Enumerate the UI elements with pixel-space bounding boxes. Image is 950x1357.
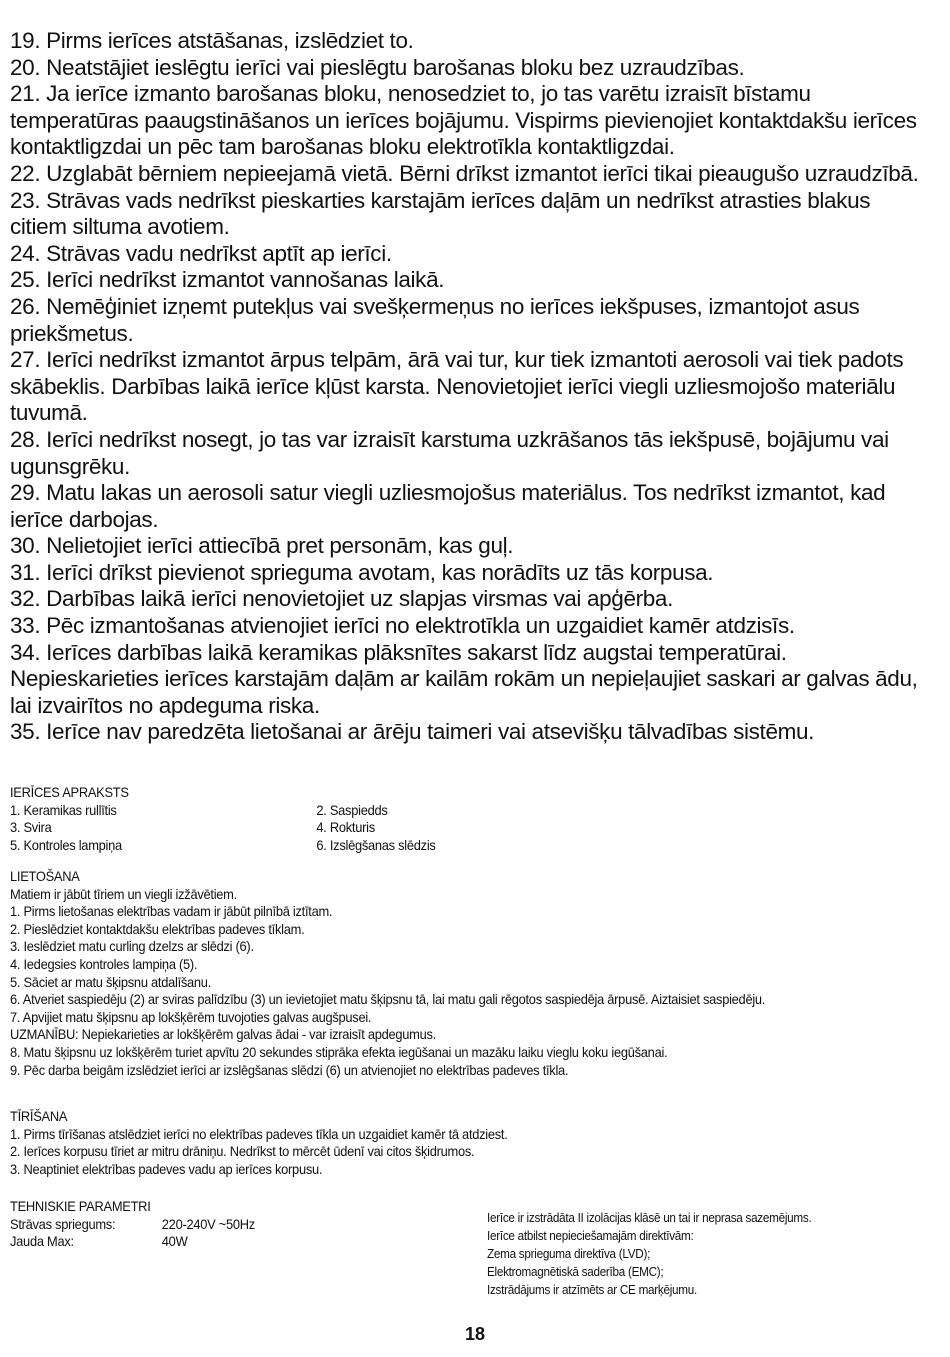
cleaning-step: 3. Neaptiniet elektrības padeves vadu ap ierīces korpusu. bbox=[10, 1160, 323, 1177]
safety-item: 34. Ierīces darbības laikā keramikas plāksnītes sakarst līdz augstai temperatūrai. Nepieskarieties ierīces karstajām daļām ar kailām rokām un nepieļaujiet saskari ar galvas ādu, lai izvairītos no apdeguma riska. bbox=[10, 639, 918, 718]
section-heading: LIETOŠANA bbox=[10, 868, 80, 884]
safety-item: 23. Strāvas vads nedrīkst pieskarties karstajām ierīces daļām un nedrīkst atrasties blakus citiem siltuma avotiem. bbox=[10, 187, 871, 240]
spec-value: 220-240V ~50Hz bbox=[161, 1215, 255, 1232]
usage-step: 8. Matu šķipsnu uz lokšķērēm turiet apvītu 20 sekundes stiprāka efekta iegūšanai un mazāku laiku vieglu koku iegūšanai. bbox=[10, 1043, 668, 1060]
safety-item: 24. Strāvas vadu nedrīkst aptīt ap ierīci. bbox=[10, 240, 392, 266]
spec-label: Jauda Max: bbox=[10, 1233, 74, 1250]
cleaning-step: 2. Ierīces korpusu tīriet ar mitru drāniņu. Nedrīkst to mērcēt ūdenī vai citos šķidrumos. bbox=[10, 1143, 475, 1160]
note-line: Ierīce atbilst nepieciešamajām direktīvām: bbox=[487, 1228, 694, 1243]
usage-step: 9. Pēc darba beigām izslēdziet ierīci ar izslēgšanas slēdzi (6) un atvienojiet no elektrības padeves tīkla. bbox=[10, 1061, 569, 1078]
note-line: Zema sprieguma direktīva (LVD); bbox=[487, 1246, 651, 1261]
spec-row bbox=[10, 1233, 291, 1251]
cleaning-section bbox=[10, 1108, 508, 1178]
safety-item: 26. Nemēģiniet izņemt putekļus vai svešķermeņus no ierīces iekšpuses, izmantojot asus priekšmetus. bbox=[10, 293, 860, 346]
section-heading: TEHNISKIE PARAMETRI bbox=[10, 1198, 151, 1214]
section-heading: IERĪCES APRAKSTS bbox=[10, 784, 129, 800]
usage-step: 1. Pirms lietošanas elektrības vadam ir jābūt pilnībā iztītam. bbox=[10, 903, 333, 920]
compliance-notes bbox=[487, 1209, 811, 1299]
safety-item: 31. Ierīci drīkst pievienot sprieguma avotam, kas norādīts uz tās korpusa. bbox=[10, 559, 714, 585]
safety-item: 20. Neatstājiet ieslēgtu ierīci vai pieslēgtu barošanas bloku bez uzraudzības. bbox=[10, 54, 745, 80]
parts-list bbox=[10, 802, 592, 855]
safety-item: 35. Ierīce nav paredzēta lietošanai ar ārēju taimeri vai atsevišķu tālvadības sistēmu. bbox=[10, 719, 815, 745]
section-heading: TĪRĪŠANA bbox=[10, 1108, 68, 1124]
technical-parameters bbox=[10, 1198, 291, 1251]
safety-item: 28. Ierīci nedrīkst nosegt, jo tas var izraisīt karstuma uzkrāšanos tās iekšpusē, bojājumu vai ugunsgrēku. bbox=[10, 426, 889, 479]
usage-step: 6. Atveriet saspiedēju (2) ar sviras palīdzību (3) un ievietojiet matu šķipsnu tā, lai matu gali rēgotos saspiedēja ārpusē. Aiztaisiet saspiedēju. bbox=[10, 991, 766, 1008]
usage-step: 2. Pieslēdziet kontaktdakšu elektrības padeves tīklam. bbox=[10, 920, 305, 937]
part-item: 6. Izslēgšanas slēdzis bbox=[316, 836, 436, 853]
device-description bbox=[10, 784, 592, 854]
safety-item: 33. Pēc izmantošanas atvienojiet ierīci no elektrotīkla un uzgaidiet kamēr atdzisīs. bbox=[10, 613, 795, 639]
safety-item: 27. Ierīci nedrīkst izmantot ārpus telpām, ārā vai tur, kur tiek izmantoti aerosoli vai tiek padots skābeklis. Darbības laikā ierīce kļūst karsta. Nenovietojiet ierīci viegli uzliesmojošo materiālu tuvumā. bbox=[10, 347, 904, 426]
part-item: 5. Kontroles lampiņa bbox=[10, 836, 122, 853]
spec-value: 40W bbox=[161, 1233, 188, 1250]
usage-step: 5. Sāciet ar matu šķipsnu atdalīšanu. bbox=[10, 973, 212, 990]
usage-intro: Matiem ir jābūt tīriem un viegli izžāvētiem. bbox=[10, 885, 237, 902]
page-number: 18 bbox=[464, 1324, 486, 1344]
part-item: 1. Keramikas rullītis bbox=[10, 801, 117, 818]
part-item: 2. Saspiedds bbox=[316, 801, 388, 818]
safety-item: 19. Pirms ierīces atstāšanas, izslēdziet to. bbox=[10, 28, 414, 53]
safety-item: 25. Ierīci nedrīkst izmantot vannošanas laikā. bbox=[10, 267, 445, 293]
spec-row bbox=[10, 1216, 291, 1234]
usage-step: 7. Apvijiet matu šķipsnu ap lokšķērēm tuvojoties galvas augšpusei. bbox=[10, 1008, 372, 1025]
usage-step: 3. Ieslēdziet matu curling dzelzs ar slēdzi (6). bbox=[10, 938, 254, 955]
note-line: Izstrādājums ir atzīmēts ar CE marķējumu. bbox=[487, 1282, 697, 1297]
safety-item: 22. Uzglabāt bērniem nepieejamā vietā. Bērni drīkst izmantot ierīci tikai pieaugušo uzraudzībā. bbox=[10, 160, 919, 186]
cleaning-step: 1. Pirms tīrīšanas atslēdziet ierīci no elektrības padeves tīkla un uzgaidiet kamēr tā atdziest. bbox=[10, 1125, 508, 1142]
safety-item: 32. Darbības laikā ierīci nenovietojiet uz slapjas virsmas vai apģērba. bbox=[10, 586, 673, 612]
note-line: Elektromagnētiskā saderība (EMC); bbox=[487, 1264, 664, 1279]
spec-label: Strāvas spriegums: bbox=[10, 1215, 116, 1232]
safety-instructions bbox=[10, 28, 930, 746]
usage-step: 4. Iedegsies kontroles lampiņa (5). bbox=[10, 955, 198, 972]
part-item: 3. Svira bbox=[10, 819, 52, 836]
safety-item: 30. Nelietojiet ierīci attiecībā pret personām, kas guļ. bbox=[10, 533, 514, 559]
usage-section bbox=[10, 868, 866, 1079]
safety-item: 29. Matu lakas un aerosoli satur viegli uzliesmojošus materiālus. Tos nedrīkst izmantot, kad ierīce darbojas. bbox=[10, 480, 886, 532]
part-item: 4. Rokturis bbox=[316, 819, 375, 836]
note-line: Ierīce ir izstrādāta II izolācijas klāsē un tai ir neprasa sazemējums. bbox=[487, 1210, 812, 1225]
usage-warning: UZMANĪBU: Nepiekarieties ar lokšķērēm galvas ādai - var izraisīt apdegumus. bbox=[10, 1026, 436, 1043]
safety-item: 21. Ja ierīce izmanto barošanas bloku, nenosedziet to, jo tas varētu izraisīt bīstamu temperatūras paaugstināšanos un ierīces bojājumu. Vispirms pievienojiet kontaktdakšu ierīces kontaktligzdai un pēc tam barošanas bloku elektrotīkla kontaktligzdai. bbox=[10, 81, 917, 160]
